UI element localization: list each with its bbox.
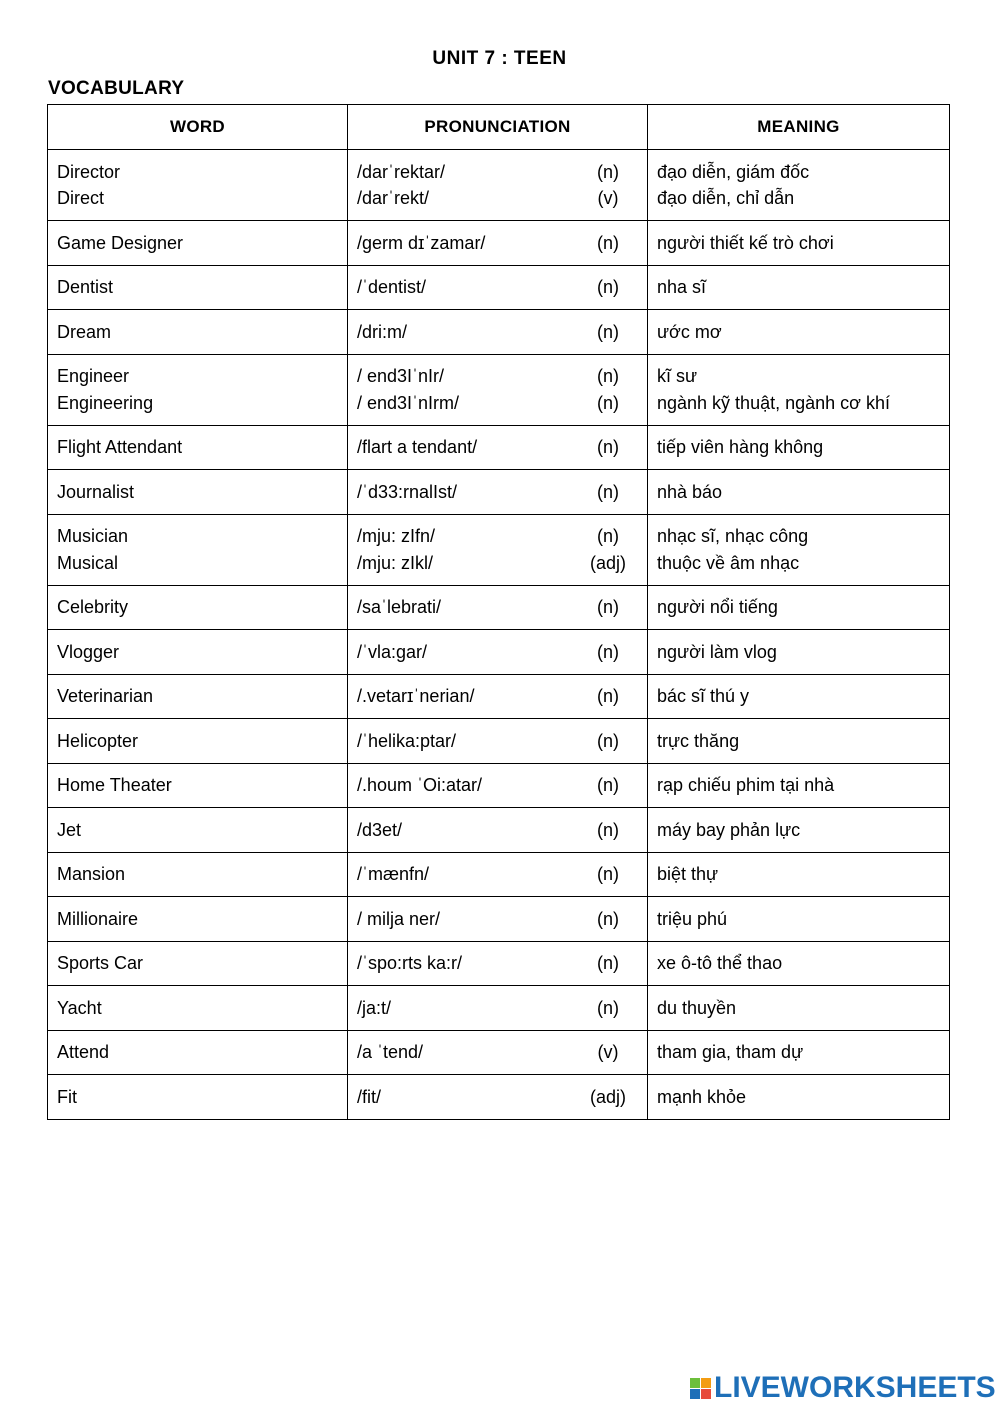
ipa-text: /darˈrektar/	[357, 161, 446, 182]
table-row	[48, 719, 950, 764]
meaning-cell	[648, 514, 950, 585]
pronunciation-cell	[348, 425, 648, 470]
pronunciation-cell	[348, 808, 648, 853]
pronunciation-line	[357, 230, 638, 257]
word-text: Director	[57, 161, 121, 182]
part-of-speech: (n)	[597, 321, 619, 342]
table-row	[48, 310, 950, 355]
pronunciation-line	[357, 906, 638, 933]
meaning-text: máy bay phản lực	[657, 819, 801, 840]
meaning-text: người làm vlog	[657, 641, 777, 662]
pronunciation-line	[357, 363, 638, 390]
meaning-cell	[648, 221, 950, 266]
ipa-text: / end3IˈnIrm/	[357, 392, 460, 413]
table-row	[48, 221, 950, 266]
table-row	[48, 630, 950, 675]
word-cell	[48, 808, 348, 853]
pronunciation-line	[357, 1039, 638, 1066]
part-of-speech: (v)	[597, 1042, 619, 1062]
meaning-cell	[648, 354, 950, 425]
word-cell	[48, 265, 348, 310]
pronunciation-cell	[348, 719, 648, 764]
word-text: Journalist	[57, 481, 135, 502]
meaning-text: tham gia, tham dự	[657, 1042, 804, 1062]
word-text: Game Designer	[57, 232, 184, 253]
meaning-cell	[648, 986, 950, 1031]
meaning-text: tiếp viên hàng không	[657, 437, 824, 457]
pronunciation-cell	[348, 1075, 648, 1120]
word-cell	[48, 852, 348, 897]
word-text: Home Theater	[57, 775, 172, 795]
pronunciation-cell	[348, 674, 648, 719]
table-row	[48, 674, 950, 719]
word-cell	[48, 354, 348, 425]
part-of-speech: (n)	[597, 686, 619, 706]
meaning-text: trực thăng	[657, 730, 740, 751]
part-of-speech: (n)	[597, 392, 619, 413]
part-of-speech: (n)	[597, 997, 619, 1018]
pronunciation-cell	[348, 941, 648, 986]
word-text: Millionaire	[57, 908, 139, 929]
table-row	[48, 763, 950, 808]
word-text: Jet	[57, 819, 82, 840]
part-of-speech: (n)	[597, 366, 619, 386]
meaning-text: nhạc sĩ, nhạc công	[657, 526, 809, 546]
pronunciation-line	[357, 817, 638, 844]
meaning-cell	[648, 941, 950, 986]
section-heading: VOCABULARY	[48, 78, 185, 99]
pronunciation-cell	[348, 852, 648, 897]
pronunciation-cell	[348, 265, 648, 310]
word-cell	[48, 1030, 348, 1075]
part-of-speech: (n)	[597, 775, 619, 795]
pronunciation-line	[357, 728, 638, 755]
pronunciation-line	[357, 523, 638, 550]
header-pronunciation: PRONUNCIATION	[348, 105, 648, 150]
word-cell	[48, 674, 348, 719]
pronunciation-cell	[348, 354, 648, 425]
word-cell	[48, 941, 348, 986]
meaning-text: biệt thự	[657, 864, 719, 884]
meaning-text: nha sĩ	[657, 277, 707, 297]
pronunciation-line	[357, 434, 638, 461]
meaning-text: nhà báo	[657, 481, 723, 502]
pronunciation-cell	[348, 986, 648, 1031]
pronunciation-line	[357, 1084, 638, 1111]
meaning-cell	[648, 630, 950, 675]
pronunciation-cell	[348, 221, 648, 266]
ipa-text: /mju: zIfn/	[357, 526, 436, 546]
word-text: Dream	[57, 321, 112, 342]
table-row	[48, 265, 950, 310]
table-row	[48, 897, 950, 942]
table-row	[48, 1075, 950, 1120]
meaning-cell	[648, 808, 950, 853]
logo-text: LIVEWORKSHEETS	[714, 1371, 996, 1404]
pronunciation-line	[357, 861, 638, 888]
pronunciation-line	[357, 159, 638, 186]
meaning-cell	[648, 585, 950, 630]
ipa-text: /ˈmænfn/	[357, 864, 430, 884]
vocabulary-table	[47, 104, 950, 1120]
part-of-speech: (n)	[597, 161, 619, 182]
pronunciation-line	[357, 390, 638, 417]
pronunciation-line	[357, 479, 638, 506]
word-cell	[48, 310, 348, 355]
part-of-speech: (v)	[597, 188, 619, 208]
ipa-text: /.houm ˈOi:atar/	[357, 775, 483, 795]
word-text: Musical	[57, 552, 119, 573]
meaning-cell	[648, 310, 950, 355]
part-of-speech: (n)	[597, 597, 619, 617]
pronunciation-line	[357, 319, 638, 346]
pronunciation-cell	[348, 763, 648, 808]
word-cell	[48, 514, 348, 585]
header-word: WORD	[48, 105, 348, 150]
pronunciation-line	[357, 639, 638, 666]
meaning-cell	[648, 265, 950, 310]
meaning-cell	[648, 1030, 950, 1075]
meaning-text: thuộc về âm nhạc	[657, 552, 800, 573]
table-row	[48, 585, 950, 630]
part-of-speech: (adj)	[589, 552, 626, 573]
table-row	[48, 354, 950, 425]
table-row	[48, 852, 950, 897]
word-text: Engineer	[57, 366, 130, 386]
meaning-text: ngành kỹ thuật, ngành cơ khí	[657, 392, 890, 413]
word-cell	[48, 470, 348, 515]
ipa-text: /mju: zIkl/	[357, 552, 434, 573]
word-text: Vlogger	[57, 641, 120, 662]
ipa-text: /saˈlebrati/	[357, 597, 442, 617]
meaning-cell	[648, 150, 950, 221]
word-text: Celebrity	[57, 597, 129, 617]
ipa-text: /ˈdentist/	[357, 277, 427, 297]
ipa-text: /a ˈtend/	[357, 1042, 424, 1062]
word-cell	[48, 1075, 348, 1120]
liveworksheets-logo-icon	[690, 1378, 711, 1399]
word-cell	[48, 897, 348, 942]
table-row	[48, 514, 950, 585]
word-cell	[48, 986, 348, 1031]
meaning-text: người nổi tiếng	[657, 597, 778, 617]
meaning-cell	[648, 852, 950, 897]
pronunciation-cell	[348, 1030, 648, 1075]
word-cell	[48, 763, 348, 808]
meaning-text: đạo diễn, giám đốc	[657, 161, 810, 182]
ipa-text: /ja:t/	[357, 997, 392, 1018]
ipa-text: /fit/	[357, 1086, 382, 1107]
pronunciation-line	[357, 950, 638, 977]
pronunciation-line	[357, 594, 638, 621]
ipa-text: /germ dɪˈzamar/	[357, 232, 486, 253]
pronunciation-line	[357, 550, 638, 577]
meaning-text: du thuyền	[657, 997, 737, 1018]
part-of-speech: (n)	[597, 730, 619, 751]
ipa-text: / milja ner/	[357, 908, 441, 929]
word-text: Mansion	[57, 864, 126, 884]
pronunciation-line	[357, 772, 638, 799]
pronunciation-line	[357, 274, 638, 301]
part-of-speech: (n)	[597, 232, 619, 253]
table-row	[48, 808, 950, 853]
ipa-text: /dri:m/	[357, 321, 408, 342]
table-row	[48, 941, 950, 986]
page-title: UNIT 7 : TEEN	[432, 48, 567, 69]
part-of-speech: (adj)	[589, 1086, 626, 1107]
table-row	[48, 1030, 950, 1075]
table-header-row	[48, 105, 950, 150]
meaning-text: đạo diễn, chỉ dẫn	[657, 188, 795, 208]
word-cell	[48, 425, 348, 470]
table-row	[48, 425, 950, 470]
word-cell	[48, 719, 348, 764]
word-text: Engineering	[57, 392, 154, 413]
meaning-text: xe ô-tô thể thao	[657, 953, 783, 973]
pronunciation-cell	[348, 630, 648, 675]
pronunciation-line	[357, 995, 638, 1022]
word-text: Fit	[57, 1086, 77, 1107]
ipa-text: /ˈd33:rnalIst/	[357, 481, 458, 502]
liveworksheets-logo	[690, 1370, 996, 1406]
word-text: Direct	[57, 188, 105, 208]
part-of-speech: (n)	[597, 641, 619, 662]
word-text: Flight Attendant	[57, 437, 183, 457]
part-of-speech: (n)	[597, 819, 619, 840]
meaning-text: triệu phú	[657, 908, 728, 929]
ipa-text: /d3et/	[357, 819, 403, 840]
meaning-cell	[648, 1075, 950, 1120]
part-of-speech: (n)	[597, 526, 619, 546]
word-text: Musician	[57, 526, 129, 546]
pronunciation-cell	[348, 514, 648, 585]
part-of-speech: (n)	[597, 277, 619, 297]
part-of-speech: (n)	[597, 953, 619, 973]
ipa-text: /ˈspo:rts ka:r/	[357, 953, 463, 973]
table-row	[48, 986, 950, 1031]
header-meaning: MEANING	[648, 105, 950, 150]
pronunciation-cell	[348, 470, 648, 515]
meaning-text: mạnh khỏe	[657, 1086, 747, 1107]
word-text: Veterinarian	[57, 686, 154, 706]
word-cell	[48, 630, 348, 675]
word-text: Sports Car	[57, 953, 144, 973]
ipa-text: /ˈhelika:ptar/	[357, 730, 457, 751]
pronunciation-cell	[348, 310, 648, 355]
ipa-text: /darˈrekt/	[357, 188, 430, 208]
ipa-text: /.vetarɪˈnerian/	[357, 686, 475, 706]
pronunciation-cell	[348, 585, 648, 630]
meaning-text: kĩ sư	[657, 366, 698, 386]
part-of-speech: (n)	[597, 437, 619, 457]
word-text: Helicopter	[57, 730, 139, 751]
meaning-cell	[648, 425, 950, 470]
word-text: Attend	[57, 1042, 110, 1062]
table-row	[48, 470, 950, 515]
pronunciation-cell	[348, 150, 648, 221]
part-of-speech: (n)	[597, 481, 619, 502]
meaning-cell	[648, 763, 950, 808]
word-cell	[48, 221, 348, 266]
meaning-cell	[648, 470, 950, 515]
meaning-text: ước mơ	[657, 321, 722, 342]
pronunciation-line	[357, 185, 638, 212]
meaning-text: bác sĩ thú y	[657, 686, 750, 706]
word-text: Yacht	[57, 997, 102, 1018]
table-row	[48, 150, 950, 221]
meaning-text: rạp chiếu phim tại nhà	[657, 775, 835, 795]
ipa-text: /flart a tendant/	[357, 437, 478, 457]
meaning-text: người thiết kế trò chơi	[657, 232, 834, 253]
pronunciation-cell	[348, 897, 648, 942]
word-cell	[48, 150, 348, 221]
word-text: Dentist	[57, 277, 114, 297]
part-of-speech: (n)	[597, 908, 619, 929]
meaning-cell	[648, 674, 950, 719]
part-of-speech: (n)	[597, 864, 619, 884]
meaning-cell	[648, 719, 950, 764]
ipa-text: /ˈvla:gar/	[357, 641, 428, 662]
ipa-text: / end3IˈnIr/	[357, 366, 445, 386]
meaning-cell	[648, 897, 950, 942]
word-cell	[48, 585, 348, 630]
pronunciation-line	[357, 683, 638, 710]
